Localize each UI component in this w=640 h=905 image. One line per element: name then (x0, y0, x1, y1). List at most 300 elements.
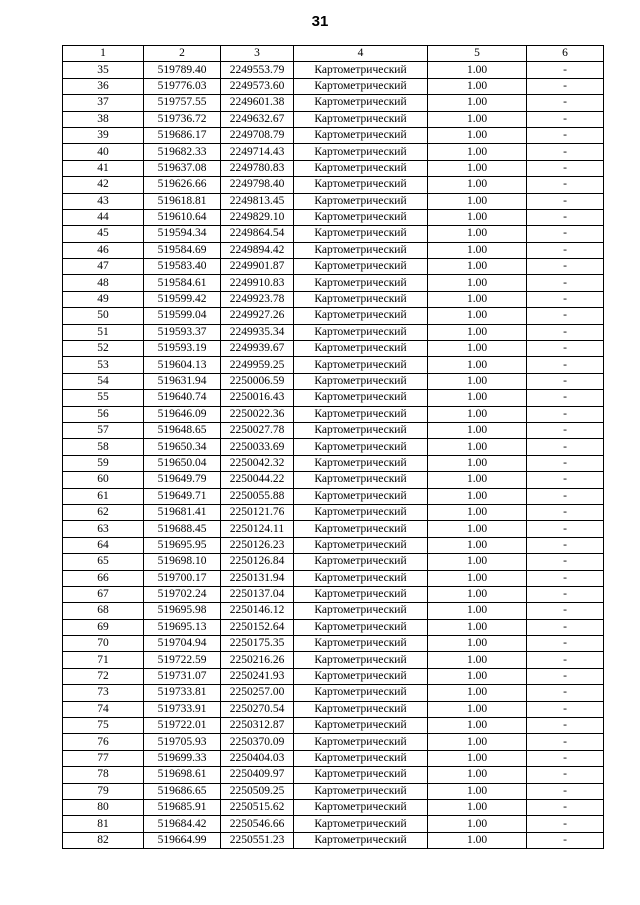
table-row (63, 521, 604, 537)
x-coordinate-cell: 519650.04 (144, 455, 221, 471)
y-coordinate-cell: 2250055.88 (221, 488, 294, 504)
x-coordinate-cell: 519684.42 (144, 816, 221, 832)
point-number-cell: 58 (63, 439, 144, 455)
point-number-cell: 64 (63, 537, 144, 553)
x-coordinate-cell: 519648.65 (144, 422, 221, 438)
accuracy-cell: 1.00 (428, 570, 527, 586)
description-cell: - (527, 586, 604, 602)
description-cell: - (527, 62, 604, 78)
accuracy-cell: 1.00 (428, 144, 527, 160)
y-coordinate-cell: 2249573.60 (221, 78, 294, 94)
y-coordinate-cell: 2250404.03 (221, 750, 294, 766)
description-cell: - (527, 750, 604, 766)
table-row (63, 832, 604, 848)
description-cell: - (527, 472, 604, 488)
point-number-cell: 44 (63, 209, 144, 225)
method-cell: Картометрический (294, 767, 428, 783)
method-cell: Картометрический (294, 62, 428, 78)
y-coordinate-cell: 2249935.34 (221, 324, 294, 340)
x-coordinate-cell: 519722.59 (144, 652, 221, 668)
x-coordinate-cell: 519637.08 (144, 160, 221, 176)
description-cell: - (527, 767, 604, 783)
x-coordinate-cell: 519705.93 (144, 734, 221, 750)
method-cell: Картометрический (294, 324, 428, 340)
y-coordinate-cell: 2249959.25 (221, 357, 294, 373)
point-number-cell: 41 (63, 160, 144, 176)
y-coordinate-cell: 2249901.87 (221, 259, 294, 275)
method-cell: Картометрический (294, 799, 428, 815)
y-coordinate-cell: 2250137.04 (221, 586, 294, 602)
description-cell: - (527, 193, 604, 209)
accuracy-cell: 1.00 (428, 488, 527, 504)
accuracy-cell: 1.00 (428, 783, 527, 799)
point-number-cell: 75 (63, 718, 144, 734)
method-cell: Картометрический (294, 177, 428, 193)
y-coordinate-cell: 2249864.54 (221, 226, 294, 242)
accuracy-cell: 1.00 (428, 718, 527, 734)
table-row (63, 537, 604, 553)
method-cell: Картометрический (294, 718, 428, 734)
accuracy-cell: 1.00 (428, 177, 527, 193)
table-row (63, 586, 604, 602)
method-cell: Картометрический (294, 521, 428, 537)
point-number-cell: 65 (63, 554, 144, 570)
x-coordinate-cell: 519695.98 (144, 603, 221, 619)
accuracy-cell: 1.00 (428, 832, 527, 848)
table-row (63, 472, 604, 488)
y-coordinate-cell: 2250022.36 (221, 406, 294, 422)
description-cell: - (527, 488, 604, 504)
accuracy-cell: 1.00 (428, 373, 527, 389)
description-cell: - (527, 504, 604, 520)
table-row (63, 799, 604, 815)
y-coordinate-cell: 2250044.22 (221, 472, 294, 488)
accuracy-cell: 1.00 (428, 275, 527, 291)
method-cell: Картометрический (294, 783, 428, 799)
coordinates-table (62, 45, 604, 849)
table-row (63, 308, 604, 324)
column-header-3: 3 (221, 46, 294, 62)
description-cell: - (527, 439, 604, 455)
description-cell: - (527, 275, 604, 291)
x-coordinate-cell: 519686.65 (144, 783, 221, 799)
method-cell: Картометрический (294, 636, 428, 652)
table-row (63, 636, 604, 652)
point-number-cell: 68 (63, 603, 144, 619)
description-cell: - (527, 242, 604, 258)
description-cell: - (527, 373, 604, 389)
accuracy-cell: 1.00 (428, 799, 527, 815)
point-number-cell: 52 (63, 341, 144, 357)
y-coordinate-cell: 2250152.64 (221, 619, 294, 635)
page-number: 31 (311, 13, 329, 30)
table-row (63, 341, 604, 357)
accuracy-cell: 1.00 (428, 111, 527, 127)
method-cell: Картометрический (294, 570, 428, 586)
y-coordinate-cell: 2249798.40 (221, 177, 294, 193)
accuracy-cell: 1.00 (428, 554, 527, 570)
point-number-cell: 70 (63, 636, 144, 652)
table-row (63, 783, 604, 799)
table-row (63, 111, 604, 127)
point-number-cell: 55 (63, 390, 144, 406)
accuracy-cell: 1.00 (428, 160, 527, 176)
accuracy-cell: 1.00 (428, 455, 527, 471)
table-row (63, 701, 604, 717)
accuracy-cell: 1.00 (428, 652, 527, 668)
point-number-cell: 80 (63, 799, 144, 815)
y-coordinate-cell: 2250257.00 (221, 685, 294, 701)
x-coordinate-cell: 519681.41 (144, 504, 221, 520)
method-cell: Картометрический (294, 439, 428, 455)
point-number-cell: 61 (63, 488, 144, 504)
point-number-cell: 38 (63, 111, 144, 127)
table-row (63, 455, 604, 471)
description-cell: - (527, 652, 604, 668)
y-coordinate-cell: 2250131.94 (221, 570, 294, 586)
y-coordinate-cell: 2249910.83 (221, 275, 294, 291)
table-row (63, 62, 604, 78)
description-cell: - (527, 603, 604, 619)
accuracy-cell: 1.00 (428, 422, 527, 438)
x-coordinate-cell: 519599.42 (144, 291, 221, 307)
method-cell: Картометрический (294, 341, 428, 357)
point-number-cell: 53 (63, 357, 144, 373)
table-row (63, 603, 604, 619)
y-coordinate-cell: 2250312.87 (221, 718, 294, 734)
point-number-cell: 81 (63, 816, 144, 832)
method-cell: Картометрический (294, 144, 428, 160)
x-coordinate-cell: 519599.04 (144, 308, 221, 324)
method-cell: Картометрический (294, 127, 428, 143)
y-coordinate-cell: 2250033.69 (221, 439, 294, 455)
accuracy-cell: 1.00 (428, 701, 527, 717)
accuracy-cell: 1.00 (428, 193, 527, 209)
description-cell: - (527, 422, 604, 438)
method-cell: Картометрический (294, 422, 428, 438)
y-coordinate-cell: 2250027.78 (221, 422, 294, 438)
method-cell: Картометрический (294, 390, 428, 406)
method-cell: Картометрический (294, 750, 428, 766)
point-number-cell: 43 (63, 193, 144, 209)
table-row (63, 652, 604, 668)
y-coordinate-cell: 2249927.26 (221, 308, 294, 324)
accuracy-cell: 1.00 (428, 357, 527, 373)
method-cell: Картометрический (294, 226, 428, 242)
accuracy-cell: 1.00 (428, 521, 527, 537)
table-row (63, 668, 604, 684)
y-coordinate-cell: 2250175.35 (221, 636, 294, 652)
accuracy-cell: 1.00 (428, 767, 527, 783)
method-cell: Картометрический (294, 242, 428, 258)
method-cell: Картометрический (294, 603, 428, 619)
description-cell: - (527, 127, 604, 143)
point-number-cell: 46 (63, 242, 144, 258)
table-row (63, 570, 604, 586)
point-number-cell: 71 (63, 652, 144, 668)
x-coordinate-cell: 519650.34 (144, 439, 221, 455)
accuracy-cell: 1.00 (428, 586, 527, 602)
y-coordinate-cell: 2250270.54 (221, 701, 294, 717)
table-row (63, 554, 604, 570)
y-coordinate-cell: 2249632.67 (221, 111, 294, 127)
description-cell: - (527, 783, 604, 799)
accuracy-cell: 1.00 (428, 619, 527, 635)
x-coordinate-cell: 519757.55 (144, 95, 221, 111)
column-header-6: 6 (527, 46, 604, 62)
x-coordinate-cell: 519733.81 (144, 685, 221, 701)
point-number-cell: 82 (63, 832, 144, 848)
accuracy-cell: 1.00 (428, 537, 527, 553)
accuracy-cell: 1.00 (428, 504, 527, 520)
accuracy-cell: 1.00 (428, 259, 527, 275)
description-cell: - (527, 209, 604, 225)
table-row (63, 504, 604, 520)
description-cell: - (527, 554, 604, 570)
method-cell: Картометрический (294, 472, 428, 488)
x-coordinate-cell: 519699.33 (144, 750, 221, 766)
description-cell: - (527, 144, 604, 160)
description-cell: - (527, 226, 604, 242)
table-row (63, 95, 604, 111)
accuracy-cell: 1.00 (428, 750, 527, 766)
point-number-cell: 45 (63, 226, 144, 242)
method-cell: Картометрический (294, 291, 428, 307)
y-coordinate-cell: 2250370.09 (221, 734, 294, 750)
x-coordinate-cell: 519731.07 (144, 668, 221, 684)
table-body (63, 62, 604, 849)
x-coordinate-cell: 519610.64 (144, 209, 221, 225)
method-cell: Картометрический (294, 275, 428, 291)
accuracy-cell: 1.00 (428, 308, 527, 324)
point-number-cell: 49 (63, 291, 144, 307)
table-row (63, 439, 604, 455)
method-cell: Картометрический (294, 586, 428, 602)
table-row (63, 816, 604, 832)
y-coordinate-cell: 2249923.78 (221, 291, 294, 307)
accuracy-cell: 1.00 (428, 390, 527, 406)
table-header (63, 46, 604, 62)
x-coordinate-cell: 519626.66 (144, 177, 221, 193)
point-number-cell: 73 (63, 685, 144, 701)
accuracy-cell: 1.00 (428, 603, 527, 619)
y-coordinate-cell: 2250551.23 (221, 832, 294, 848)
point-number-cell: 69 (63, 619, 144, 635)
point-number-cell: 62 (63, 504, 144, 520)
description-cell: - (527, 95, 604, 111)
column-header-4: 4 (294, 46, 428, 62)
x-coordinate-cell: 519594.34 (144, 226, 221, 242)
description-cell: - (527, 78, 604, 94)
x-coordinate-cell: 519604.13 (144, 357, 221, 373)
point-number-cell: 36 (63, 78, 144, 94)
point-number-cell: 37 (63, 95, 144, 111)
method-cell: Картометрический (294, 816, 428, 832)
x-coordinate-cell: 519776.03 (144, 78, 221, 94)
y-coordinate-cell: 2250006.59 (221, 373, 294, 389)
method-cell: Картометрический (294, 373, 428, 389)
table-row (63, 718, 604, 734)
description-cell: - (527, 701, 604, 717)
table-row (63, 619, 604, 635)
point-number-cell: 72 (63, 668, 144, 684)
point-number-cell: 42 (63, 177, 144, 193)
y-coordinate-cell: 2250515.62 (221, 799, 294, 815)
y-coordinate-cell: 2250121.76 (221, 504, 294, 520)
y-coordinate-cell: 2250126.23 (221, 537, 294, 553)
method-cell: Картометрический (294, 406, 428, 422)
x-coordinate-cell: 519698.61 (144, 767, 221, 783)
method-cell: Картометрический (294, 832, 428, 848)
method-cell: Картометрический (294, 209, 428, 225)
x-coordinate-cell: 519649.79 (144, 472, 221, 488)
x-coordinate-cell: 519722.01 (144, 718, 221, 734)
point-number-cell: 59 (63, 455, 144, 471)
y-coordinate-cell: 2249601.38 (221, 95, 294, 111)
table-row (63, 422, 604, 438)
method-cell: Картометрический (294, 488, 428, 504)
point-number-cell: 48 (63, 275, 144, 291)
y-coordinate-cell: 2250546.66 (221, 816, 294, 832)
y-coordinate-cell: 2250126.84 (221, 554, 294, 570)
x-coordinate-cell: 519702.24 (144, 586, 221, 602)
table-row (63, 750, 604, 766)
x-coordinate-cell: 519695.13 (144, 619, 221, 635)
x-coordinate-cell: 519733.91 (144, 701, 221, 717)
method-cell: Картометрический (294, 308, 428, 324)
method-cell: Картометрический (294, 111, 428, 127)
point-number-cell: 78 (63, 767, 144, 783)
description-cell: - (527, 324, 604, 340)
y-coordinate-cell: 2250146.12 (221, 603, 294, 619)
description-cell: - (527, 357, 604, 373)
column-header-2: 2 (144, 46, 221, 62)
table-row (63, 291, 604, 307)
method-cell: Картометрический (294, 554, 428, 570)
x-coordinate-cell: 519700.17 (144, 570, 221, 586)
header-row (63, 46, 604, 62)
table-row (63, 209, 604, 225)
x-coordinate-cell: 519698.10 (144, 554, 221, 570)
y-coordinate-cell: 2250216.26 (221, 652, 294, 668)
accuracy-cell: 1.00 (428, 685, 527, 701)
x-coordinate-cell: 519618.81 (144, 193, 221, 209)
y-coordinate-cell: 2250509.25 (221, 783, 294, 799)
table-row (63, 373, 604, 389)
description-cell: - (527, 291, 604, 307)
method-cell: Картометрический (294, 160, 428, 176)
y-coordinate-cell: 2249939.67 (221, 341, 294, 357)
method-cell: Картометрический (294, 193, 428, 209)
description-cell: - (527, 341, 604, 357)
y-coordinate-cell: 2249813.45 (221, 193, 294, 209)
accuracy-cell: 1.00 (428, 291, 527, 307)
accuracy-cell: 1.00 (428, 127, 527, 143)
point-number-cell: 60 (63, 472, 144, 488)
method-cell: Картометрический (294, 95, 428, 111)
description-cell: - (527, 521, 604, 537)
accuracy-cell: 1.00 (428, 324, 527, 340)
description-cell: - (527, 734, 604, 750)
point-number-cell: 76 (63, 734, 144, 750)
table-row (63, 406, 604, 422)
x-coordinate-cell: 519789.40 (144, 62, 221, 78)
table-row (63, 177, 604, 193)
description-cell: - (527, 308, 604, 324)
description-cell: - (527, 570, 604, 586)
column-header-5: 5 (428, 46, 527, 62)
table-row (63, 160, 604, 176)
description-cell: - (527, 619, 604, 635)
y-coordinate-cell: 2249894.42 (221, 242, 294, 258)
table-row (63, 685, 604, 701)
x-coordinate-cell: 519593.19 (144, 341, 221, 357)
x-coordinate-cell: 519649.71 (144, 488, 221, 504)
description-cell: - (527, 537, 604, 553)
table-row (63, 242, 604, 258)
x-coordinate-cell: 519704.94 (144, 636, 221, 652)
description-cell: - (527, 455, 604, 471)
table-row (63, 144, 604, 160)
point-number-cell: 54 (63, 373, 144, 389)
accuracy-cell: 1.00 (428, 439, 527, 455)
x-coordinate-cell: 519736.72 (144, 111, 221, 127)
accuracy-cell: 1.00 (428, 668, 527, 684)
table-row (63, 226, 604, 242)
method-cell: Картометрический (294, 701, 428, 717)
description-cell: - (527, 832, 604, 848)
table-row (63, 275, 604, 291)
accuracy-cell: 1.00 (428, 734, 527, 750)
x-coordinate-cell: 519664.99 (144, 832, 221, 848)
method-cell: Картометрический (294, 652, 428, 668)
method-cell: Картометрический (294, 685, 428, 701)
description-cell: - (527, 160, 604, 176)
y-coordinate-cell: 2250016.43 (221, 390, 294, 406)
method-cell: Картометрический (294, 668, 428, 684)
point-number-cell: 63 (63, 521, 144, 537)
accuracy-cell: 1.00 (428, 816, 527, 832)
point-number-cell: 77 (63, 750, 144, 766)
y-coordinate-cell: 2250241.93 (221, 668, 294, 684)
description-cell: - (527, 685, 604, 701)
method-cell: Картометрический (294, 357, 428, 373)
accuracy-cell: 1.00 (428, 209, 527, 225)
accuracy-cell: 1.00 (428, 341, 527, 357)
x-coordinate-cell: 519593.37 (144, 324, 221, 340)
accuracy-cell: 1.00 (428, 226, 527, 242)
method-cell: Картометрический (294, 78, 428, 94)
accuracy-cell: 1.00 (428, 406, 527, 422)
accuracy-cell: 1.00 (428, 636, 527, 652)
table-row (63, 734, 604, 750)
y-coordinate-cell: 2249553.79 (221, 62, 294, 78)
point-number-cell: 50 (63, 308, 144, 324)
accuracy-cell: 1.00 (428, 62, 527, 78)
point-number-cell: 39 (63, 127, 144, 143)
description-cell: - (527, 259, 604, 275)
x-coordinate-cell: 519685.91 (144, 799, 221, 815)
x-coordinate-cell: 519682.33 (144, 144, 221, 160)
y-coordinate-cell: 2249829.10 (221, 209, 294, 225)
y-coordinate-cell: 2250409.97 (221, 767, 294, 783)
x-coordinate-cell: 519686.17 (144, 127, 221, 143)
point-number-cell: 51 (63, 324, 144, 340)
point-number-cell: 57 (63, 422, 144, 438)
description-cell: - (527, 177, 604, 193)
y-coordinate-cell: 2250124.11 (221, 521, 294, 537)
description-cell: - (527, 390, 604, 406)
